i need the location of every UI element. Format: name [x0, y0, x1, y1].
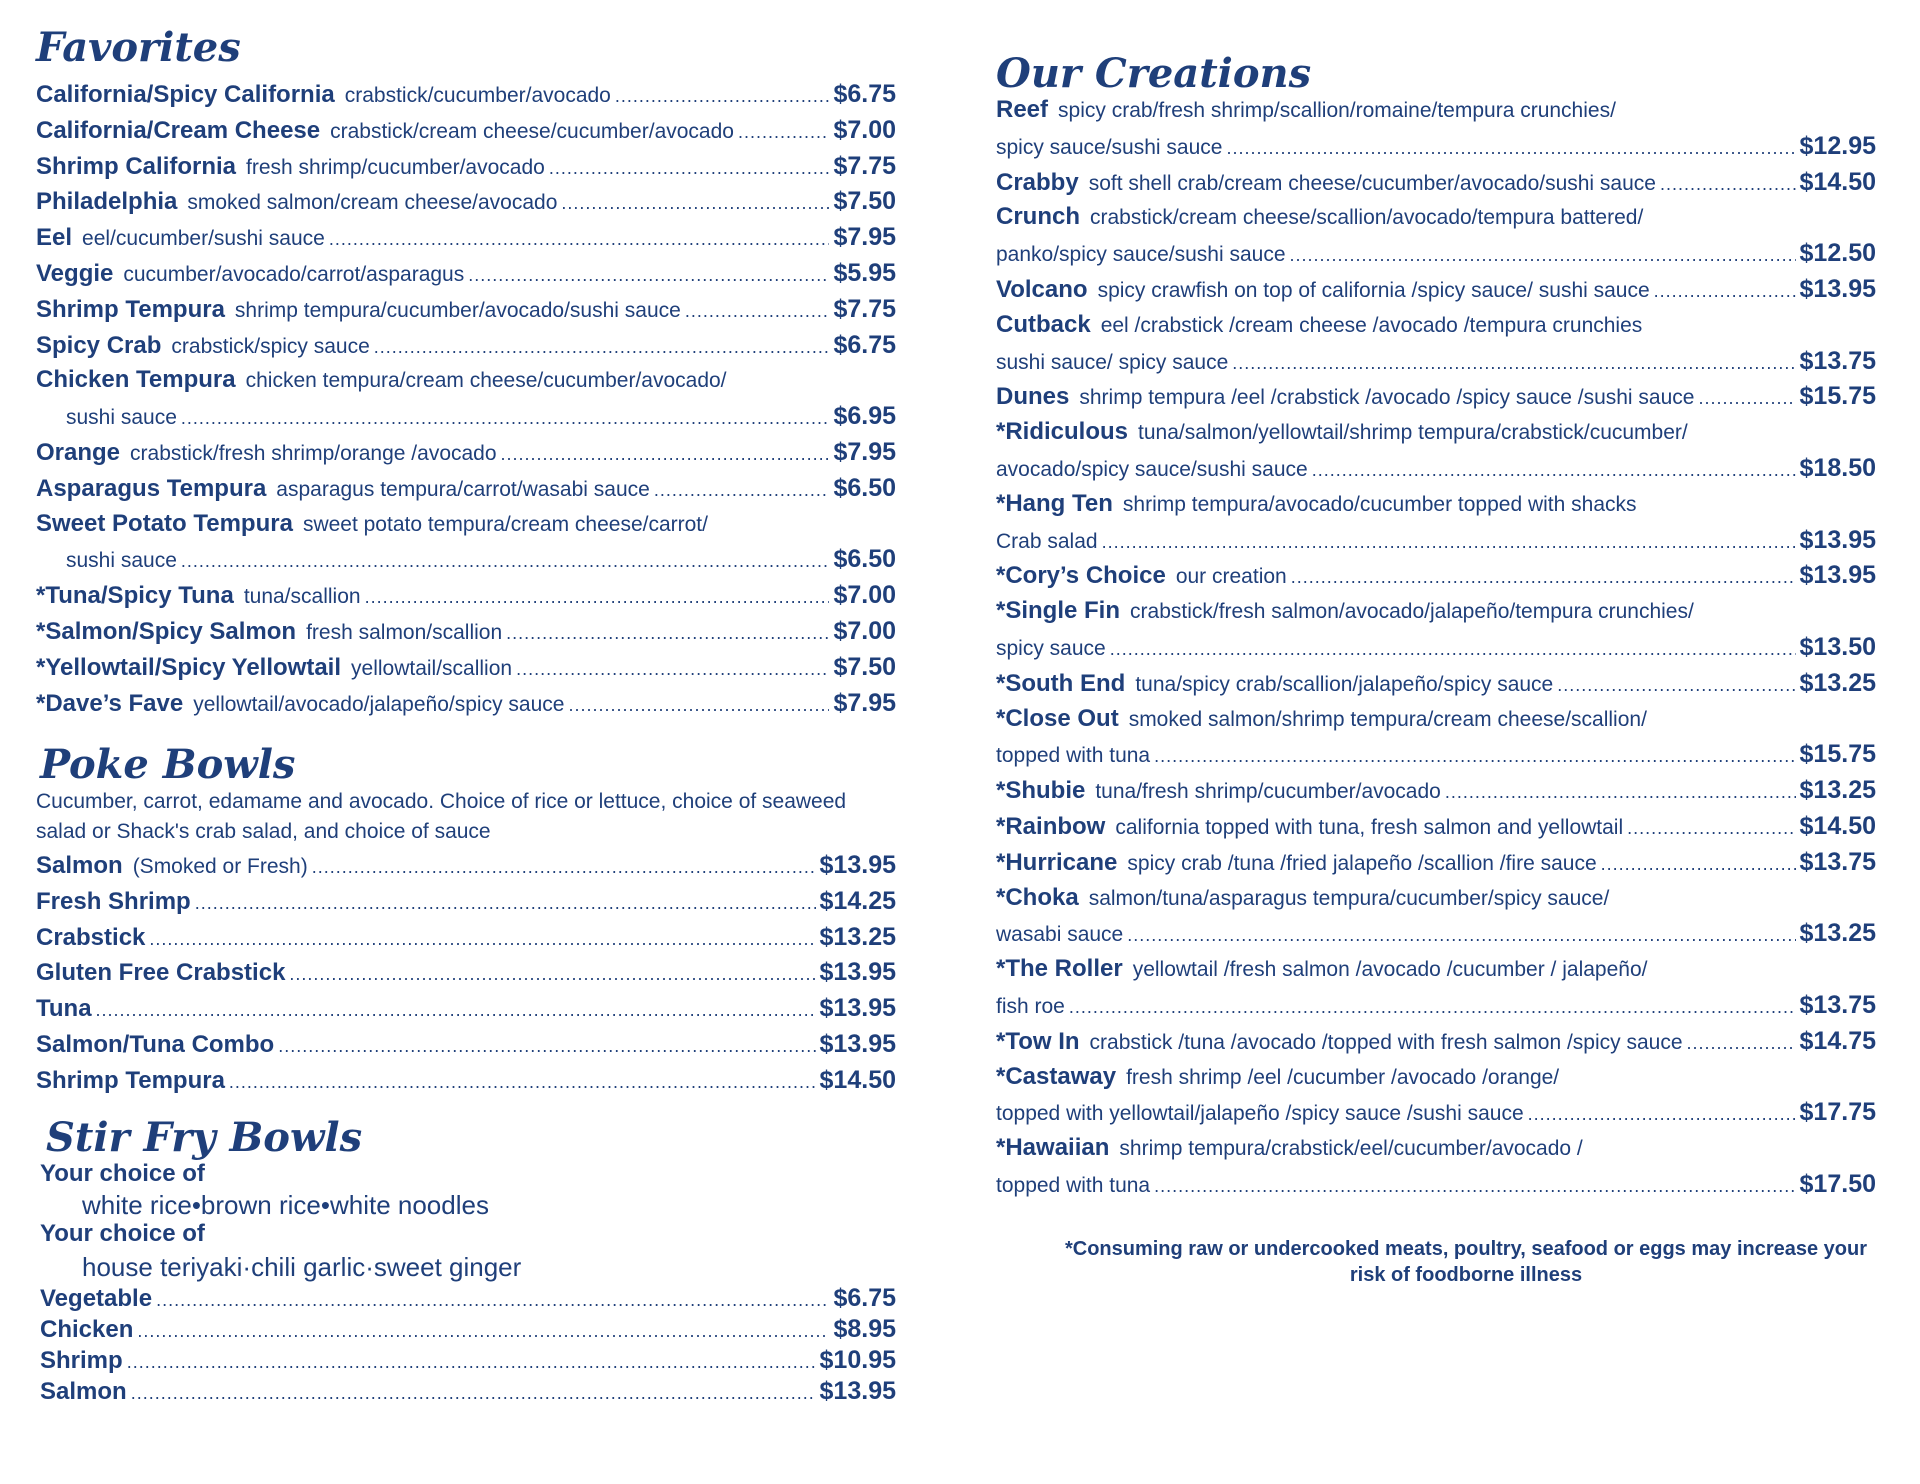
item-price: $14.50 [819, 1065, 896, 1094]
item-price: $7.95 [833, 688, 896, 717]
item-price: $7.95 [833, 438, 896, 466]
dot-leader [1528, 1104, 1796, 1125]
dot-leader [1654, 281, 1796, 302]
dot-leader [1102, 532, 1796, 553]
dot-leader [1290, 245, 1796, 266]
item-name: Fresh Shrimp [36, 887, 191, 915]
item-price: $14.50 [1799, 167, 1876, 196]
item-name: *Single Fin [996, 597, 1121, 625]
item-name: California/Cream Cheese [36, 116, 321, 144]
item-name: Asparagus Tempura [36, 474, 267, 502]
item-description: soft shell crab/cream cheese/cucumber/avocado/sushi sauce [1088, 171, 1656, 195]
dot-leader [365, 587, 830, 608]
item-description: our creation [1175, 565, 1287, 589]
item-description: crabstick /tuna /avocado /topped with fresh salmon /spicy sauce [1089, 1030, 1683, 1054]
item-description: yellowtail /fresh salmon /avocado /cucumber / jalapeño/ [1132, 958, 1648, 982]
item-price: $10.95 [819, 1346, 896, 1374]
menu-item [36, 887, 896, 921]
menu-item [996, 812, 1876, 846]
dot-leader [1312, 460, 1796, 481]
item-description-continued: topped with yellowtail/jalapeño /spicy sauce /sushi sauce [996, 1102, 1524, 1126]
item-name: *Cory’s Choice [996, 562, 1166, 590]
menu-item [36, 295, 896, 329]
our-creations-heading: Our Creations [996, 50, 1312, 97]
item-description: crabstick/fresh salmon/avocado/jalapeño/tempura crunchies/ [1130, 600, 1694, 624]
menu-item [36, 653, 896, 687]
menu-item [36, 223, 896, 257]
item-price: $7.00 [833, 115, 896, 144]
item-name: Salmon [36, 852, 123, 879]
item-price: $15.75 [1799, 740, 1876, 769]
item-name: California/Spicy California [36, 81, 335, 108]
item-name: Shrimp Tempura [36, 1066, 225, 1094]
item-description: fresh shrimp/cucumber/avocado [246, 155, 545, 179]
menu-item-continued [996, 454, 1876, 488]
dot-leader [229, 1072, 816, 1093]
item-price: $12.50 [1799, 239, 1876, 268]
item-name: Crabby [996, 168, 1079, 196]
item-description-continued: sushi sauce/ spicy sauce [996, 350, 1229, 374]
stir-fry-heading: Stir Fry Bowls [46, 1114, 363, 1161]
dot-leader [312, 857, 816, 878]
item-description-continued: sushi sauce [66, 406, 177, 430]
base-options: white rice•brown rice•white noodles [82, 1190, 489, 1220]
disclaimer-line-2: risk of foodborne illness [1349, 1264, 1583, 1286]
item-price: $17.75 [1799, 1098, 1876, 1127]
dot-leader [506, 623, 829, 644]
item-name: Dunes [996, 383, 1070, 411]
item-name: Veggie [36, 260, 114, 287]
dot-leader [278, 1036, 815, 1057]
menu-item [36, 923, 896, 957]
item-price: $6.50 [833, 473, 896, 502]
menu-item [36, 1315, 896, 1349]
dot-leader [374, 337, 830, 358]
menu-item [36, 259, 896, 293]
item-name: Volcano [996, 276, 1088, 303]
item-description-continued: topped with tuna [996, 744, 1151, 768]
item-description-continued: avocado/spicy sauce/sushi sauce [996, 458, 1308, 481]
menu-item [996, 96, 1876, 130]
menu-item [36, 80, 896, 114]
item-price: $6.75 [833, 1284, 896, 1312]
item-price: $7.50 [833, 652, 896, 681]
menu-item-continued [996, 740, 1876, 774]
menu-item [36, 366, 896, 400]
disclaimer-line-1: *Consuming raw or undercooked meats, poultry, seafood or eggs may increase your [1064, 1238, 1868, 1260]
item-name: *Yellowtail/Spicy Yellowtail [36, 653, 342, 681]
menu-item [36, 1066, 896, 1100]
menu-item [36, 474, 896, 508]
menu-item-continued [996, 919, 1876, 953]
item-price: $8.95 [833, 1315, 896, 1343]
dot-leader [501, 444, 830, 465]
menu-item [996, 203, 1876, 237]
item-name: Cutback [996, 310, 1091, 338]
item-price: $13.95 [1799, 275, 1876, 303]
item-description-continued: wasabi sauce [996, 923, 1124, 947]
menu-item [996, 490, 1876, 524]
item-price: $13.95 [1799, 525, 1876, 554]
item-description: eel /crabstick /cream cheese /avocado /tempura crunchies [1100, 313, 1643, 337]
item-name: Chicken [40, 1316, 134, 1343]
item-description: tuna/fresh shrimp/cucumber/avocado [1095, 780, 1441, 804]
dot-leader [181, 551, 830, 572]
item-name: Crunch [996, 203, 1080, 231]
menu-item [36, 152, 896, 186]
menu-item [996, 848, 1876, 882]
item-price: $6.75 [833, 330, 896, 359]
menu-item [996, 418, 1876, 452]
dot-leader [1154, 1176, 1795, 1197]
item-name: *Hang Ten [996, 489, 1113, 517]
item-price: $18.50 [1799, 454, 1876, 482]
item-description: crabstick/spicy sauce [171, 334, 370, 358]
item-description: smoked salmon/cream cheese/avocado [187, 191, 558, 215]
dot-leader [1687, 1033, 1796, 1054]
item-description: sweet potato tempura/cream cheese/carrot/ [302, 512, 708, 536]
menu-item [996, 669, 1876, 703]
item-description-continued: spicy sauce [996, 637, 1106, 660]
item-description: (Smoked or Fresh) [132, 855, 308, 878]
item-description: cucumber/avocado/carrot/asparagus [123, 263, 465, 286]
item-description: yellowtail/scallion [351, 656, 513, 680]
disclaimer [1036, 1236, 1896, 1288]
menu-item [36, 689, 896, 723]
dot-leader [127, 1352, 816, 1373]
item-price: $7.00 [833, 617, 896, 645]
menu-item-continued [996, 132, 1876, 166]
menu-item [996, 884, 1876, 918]
item-name: *South End [996, 669, 1126, 697]
menu-item-continued [36, 402, 896, 436]
dot-leader [329, 229, 830, 250]
dot-leader [1445, 782, 1796, 803]
favorites-heading: Favorites [36, 24, 241, 71]
item-name: Tuna [36, 995, 92, 1023]
menu-item [996, 1027, 1876, 1061]
item-description: crabstick/cucumber/avocado [344, 84, 611, 107]
item-price: $14.50 [1799, 812, 1876, 840]
item-description: spicy crawfish on top of california /spicy sauce/ sushi sauce [1097, 279, 1650, 302]
menu-item [36, 116, 896, 150]
dot-leader [195, 893, 816, 914]
menu-item [36, 187, 896, 221]
menu-item [996, 1063, 1876, 1097]
menu-item [36, 851, 896, 885]
item-description: crabstick/fresh shrimp/orange /avocado [130, 442, 497, 465]
dot-leader [1110, 639, 1796, 660]
item-description: smoked salmon/shrimp tempura/cream cheese/scallion/ [1128, 707, 1647, 731]
item-description: fresh salmon/scallion [306, 621, 503, 644]
item-price: $13.75 [1799, 346, 1876, 375]
item-description-continued: spicy sauce/sushi sauce [996, 135, 1223, 159]
item-description: eel/cucumber/sushi sauce [82, 227, 325, 251]
dot-leader [654, 480, 830, 501]
poke-intro-line-1: Cucumber, carrot, edamame and avocado. Choice of rice or lettuce, choice of seaweed [36, 790, 847, 813]
item-name: Vegetable [40, 1285, 153, 1312]
menu-item [996, 705, 1876, 739]
item-name: Crabstick [36, 923, 146, 951]
menu-item [36, 1377, 896, 1411]
menu-item [996, 776, 1876, 810]
dot-leader [1660, 174, 1796, 195]
poke-intro-line-2: salad or Shack's crab salad, and choice of sauce [36, 820, 491, 843]
menu-item [36, 1284, 896, 1318]
item-description: shrimp tempura/cucumber/avocado/sushi sauce [234, 298, 681, 322]
item-price: $13.95 [819, 1377, 896, 1405]
item-description: shrimp tempura/avocado/cucumber topped with shacks [1122, 492, 1637, 516]
item-name: Shrimp [40, 1347, 123, 1374]
item-name: Spicy Crab [36, 331, 162, 359]
dot-leader [1127, 925, 1795, 946]
dot-leader [181, 408, 830, 429]
item-name: Eel [36, 224, 73, 252]
menu-item [36, 958, 896, 992]
item-name: *Tuna/Spicy Tuna [36, 582, 234, 610]
item-price: $14.25 [819, 886, 896, 915]
dot-leader [1232, 353, 1795, 374]
menu-item [996, 561, 1876, 595]
item-price: $13.25 [1799, 919, 1876, 948]
item-price: $6.75 [833, 80, 896, 108]
item-price: $7.75 [833, 294, 896, 323]
item-name: *Castaway [996, 1062, 1117, 1090]
item-description: spicy crab /tuna /fried jalapeño /scallion /fire sauce [1127, 851, 1597, 875]
item-description: chicken tempura/cream cheese/cucumber/avocado/ [245, 369, 727, 393]
sauce-options: house teriyaki·chili garlic·sweet ginger [82, 1252, 522, 1282]
item-name: Salmon/Tuna Combo [36, 1031, 275, 1058]
item-price: $5.95 [833, 259, 896, 287]
item-name: *Ridiculous [996, 418, 1129, 446]
dot-leader [1627, 818, 1795, 839]
item-description: asparagus tempura/carrot/wasabi sauce [276, 477, 650, 501]
item-name: *Choka [996, 883, 1079, 911]
menu-item [36, 510, 896, 544]
item-name: *Hurricane [996, 848, 1118, 876]
item-name: Orange [36, 439, 121, 466]
item-description: crabstick/cream cheese/scallion/avocado/tempura battered/ [1090, 206, 1644, 230]
item-description: tuna/scallion [243, 585, 361, 609]
item-name: *Hawaiian [996, 1134, 1110, 1162]
item-price: $13.25 [819, 922, 896, 951]
item-name: Salmon [40, 1378, 127, 1405]
menu-item [36, 1346, 896, 1380]
menu-item-continued [996, 991, 1876, 1025]
dot-leader [468, 265, 829, 286]
dot-leader [615, 86, 830, 107]
dot-leader [1069, 997, 1796, 1018]
item-description: fresh shrimp /eel /cucumber /avocado /orange/ [1126, 1065, 1560, 1089]
item-description: tuna/salmon/yellowtail/shrimp tempura/crabstick/cucumber/ [1138, 421, 1688, 445]
menu-item [36, 438, 896, 472]
menu-item-continued [996, 239, 1876, 273]
item-price: $13.95 [819, 851, 896, 879]
item-price: $13.95 [819, 994, 896, 1023]
dot-leader [516, 659, 829, 680]
item-price: $7.00 [833, 581, 896, 610]
dot-leader [1291, 567, 1796, 588]
menu-item [36, 581, 896, 615]
menu-item-continued [996, 1170, 1876, 1204]
dot-leader [685, 301, 830, 322]
item-description-continued: panko/spicy sauce/sushi sauce [996, 243, 1286, 267]
menu-item [996, 275, 1876, 309]
dot-leader [1557, 675, 1795, 696]
dot-leader [149, 929, 815, 950]
item-description-continued: sushi sauce [66, 549, 177, 573]
choice-label: Your choice of [40, 1160, 205, 1187]
item-price: $13.25 [1799, 776, 1876, 805]
menu-item [36, 617, 896, 651]
item-price: $7.75 [833, 151, 896, 180]
item-price: $13.25 [1799, 668, 1876, 697]
item-name: Chicken Tempura [36, 366, 236, 394]
menu-item [36, 994, 896, 1028]
menu-item [36, 1030, 896, 1064]
menu-item-continued [996, 633, 1876, 667]
item-description-continued: fish roe [996, 995, 1065, 1018]
item-name: *Tow In [996, 1027, 1080, 1055]
item-description-continued: Crab salad [996, 529, 1098, 553]
item-price: $13.95 [819, 958, 896, 987]
dot-leader [1154, 746, 1795, 767]
poke-bowls-heading: Poke Bowls [40, 741, 296, 788]
item-price: $13.50 [1799, 633, 1876, 661]
item-price: $15.75 [1799, 382, 1876, 411]
dot-leader [738, 122, 829, 143]
item-name: Gluten Free Crabstick [36, 959, 286, 987]
item-description: shrimp tempura /eel /crabstick /avocado /spicy sauce /sushi sauce [1079, 386, 1695, 410]
dot-leader [568, 695, 829, 716]
menu-item [36, 331, 896, 365]
item-description: salmon/tuna/asparagus tempura/cucumber/spicy sauce/ [1088, 886, 1610, 910]
item-description: shrimp tempura/crabstick/eel/cucumber/avocado / [1119, 1137, 1583, 1161]
item-name: *The Roller [996, 955, 1123, 983]
item-name: Philadelphia [36, 188, 178, 216]
item-price: $13.95 [1799, 561, 1876, 590]
item-name: *Shubie [996, 777, 1086, 805]
dot-leader [156, 1290, 829, 1311]
item-description-continued: topped with tuna [996, 1174, 1151, 1197]
item-description: yellowtail/avocado/jalapeño/spicy sauce [193, 692, 565, 716]
item-price: $7.50 [833, 187, 896, 216]
dot-leader [289, 964, 815, 985]
item-price: $14.75 [1799, 1026, 1876, 1055]
menu-item-continued [996, 347, 1876, 381]
dot-leader [96, 1000, 816, 1021]
item-price: $6.50 [833, 545, 896, 574]
menu-item [996, 1134, 1876, 1168]
item-name: *Dave’s Fave [36, 689, 184, 717]
item-name: Shrimp California [36, 152, 237, 180]
item-price: $13.95 [819, 1030, 896, 1058]
item-description: spicy crab/fresh shrimp/scallion/romaine/tempura crunchies/ [1058, 99, 1616, 122]
menu-item [996, 382, 1876, 416]
menu-item [996, 311, 1876, 345]
menu-item-continued [36, 545, 896, 579]
item-price: $13.75 [1799, 991, 1876, 1019]
item-price: $7.95 [833, 223, 896, 252]
dot-leader [549, 158, 830, 179]
dot-leader [1601, 854, 1796, 875]
item-description: california topped with tuna, fresh salmon and yellowtail [1115, 816, 1624, 839]
dot-leader [561, 193, 829, 214]
item-name: Reef [996, 96, 1049, 123]
menu-item-continued [996, 526, 1876, 560]
dot-leader [1698, 388, 1795, 409]
item-name: *Salmon/Spicy Salmon [36, 618, 297, 645]
dot-leader [137, 1321, 829, 1342]
item-name: Sweet Potato Tempura [36, 509, 293, 537]
menu-item [996, 597, 1876, 631]
item-name: *Rainbow [996, 813, 1106, 840]
item-price: $6.95 [833, 402, 896, 431]
item-description: crabstick/cream cheese/cucumber/avocado [330, 119, 734, 143]
menu-item-continued [996, 1098, 1876, 1132]
item-price: $12.95 [1799, 131, 1876, 160]
item-name: Shrimp Tempura [36, 295, 225, 323]
item-price: $13.75 [1799, 847, 1876, 876]
dot-leader [1226, 138, 1795, 159]
menu-item [996, 955, 1876, 989]
item-price: $17.50 [1799, 1170, 1876, 1198]
item-description: tuna/spicy crab/scallion/jalapeño/spicy sauce [1135, 672, 1554, 696]
menu-item [996, 168, 1876, 202]
dot-leader [131, 1383, 816, 1404]
choice-label: Your choice of [40, 1220, 205, 1247]
item-name: *Close Out [996, 704, 1119, 732]
